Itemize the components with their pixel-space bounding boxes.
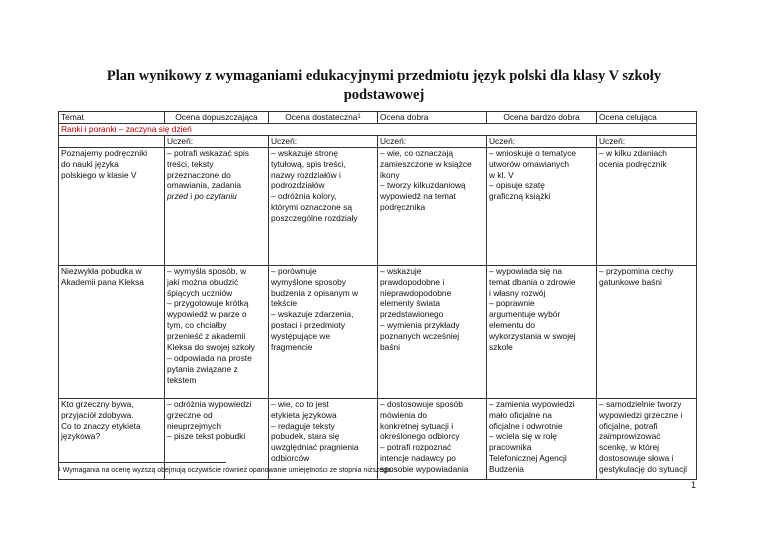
table-row	[59, 265, 697, 398]
cell-line: baśni	[380, 342, 401, 353]
cell-line: – wie, co to jest	[271, 398, 329, 409]
cell-line: przyjaciół zdobywa.	[61, 409, 134, 420]
cell-line: – wymyśla sposób, w	[167, 265, 247, 276]
cell-line: nazwy rozdziałów i	[271, 169, 341, 180]
cell-line: wypowiedzi grzeczne i	[599, 409, 683, 420]
cell-line: w kl. V	[489, 169, 514, 180]
cell-line: Kleksa do swojej szkoły	[167, 342, 255, 353]
cell-line: – wciela się w rolę	[489, 431, 557, 442]
cell-celujaca	[597, 265, 697, 398]
cell-line: podręcznika	[380, 202, 426, 213]
table-row	[59, 147, 697, 265]
cell-line: – zamienia wypowiedzi	[489, 398, 575, 409]
cell-line-part: i	[187, 191, 195, 202]
cell-line: Niezwykła pobudka w	[61, 265, 142, 276]
cell-line	[167, 191, 266, 202]
footnote-separator	[58, 462, 226, 463]
footnote-marker: 1	[58, 467, 61, 473]
cell-dostateczna	[269, 265, 378, 398]
cell-line: pracownika	[489, 442, 532, 453]
title-line-1: Plan wynikowy z wymaganiami edukacyjnymi przedmiotu język polski dla klasy V szkoły	[106, 68, 662, 84]
cell-dostateczna	[269, 147, 378, 265]
cell-line: oficjalne i odwrotnie	[489, 420, 563, 431]
cell-line: – wie, co oznaczają	[380, 147, 454, 158]
cell-line: wypowiedź na temat	[380, 191, 456, 202]
header-ocena-dopuszczajaca: Ocena dopuszczająca	[165, 112, 269, 124]
cell-line: polskiego w klasie V	[61, 169, 137, 180]
cell-line: – wymienia przykłady	[380, 320, 460, 331]
cell-line: tekście	[271, 298, 298, 309]
cell-line: występujące we	[271, 331, 331, 342]
cell-line: którymi oznaczone są	[271, 202, 352, 213]
cell-line: intencje nadawcy po	[380, 453, 456, 464]
cell-line: – odróżnia wypowiedzi	[167, 398, 252, 409]
cell-line: pytania związane z	[167, 363, 238, 374]
cell-dopuszczajaca	[165, 147, 269, 265]
cell-line: ikony	[380, 169, 400, 180]
footnote-reference: 1	[357, 114, 361, 120]
cell-line: scenkę, w której	[599, 442, 660, 453]
cell-line: tytułową, spis treści,	[271, 158, 346, 169]
table-header-row	[59, 112, 697, 124]
cell-dobra	[378, 265, 487, 398]
cell-line: i własny rozwój	[489, 287, 546, 298]
cell-dobra	[378, 398, 487, 479]
footnote	[58, 466, 393, 475]
cell-bardzo-dobra	[487, 265, 597, 398]
cell-line: fragmencie	[271, 342, 313, 353]
cell-line: prawdopodobne i	[380, 276, 445, 287]
cell-line: – wskazuje zdarzenia,	[271, 309, 354, 320]
header-ocena-dostateczna-label: Ocena dostateczna	[285, 112, 358, 122]
cell-line: – odróżnia kolory,	[271, 191, 337, 202]
section-title: Ranki i poranki – zaczyna się dzień	[59, 123, 697, 135]
cell-line: śpiących uczniów	[167, 287, 233, 298]
uczen-row	[59, 135, 697, 147]
cell-line: Poznajemy podręczniki	[61, 147, 148, 158]
cell-line: oficjalne, potrafi	[599, 420, 658, 431]
cell-line: – w kilku zdaniach	[599, 147, 667, 158]
cell-line: sposobie wypowiadania	[380, 464, 469, 475]
cell-line: elementu do	[489, 320, 536, 331]
cell-line: – wskazuje	[380, 265, 422, 276]
page-number: 1	[690, 480, 696, 490]
cell-line: – poprawnie	[489, 298, 535, 309]
cell-line: grzeczne od	[167, 409, 213, 420]
cell-line: gestykulację do sytuacji	[599, 464, 687, 475]
cell-line: ocenia podręcznik	[599, 158, 667, 169]
header-ocena-dostateczna	[269, 112, 378, 124]
cell-line: tekstem	[167, 374, 197, 385]
cell-line: podrozdziałów	[271, 180, 325, 191]
cell-line: określonego odbiorcy	[380, 431, 460, 442]
cell-line: nieuprzejmych	[167, 420, 221, 431]
cell-line: – odpowiada na proste	[167, 352, 252, 363]
uczen-label: Uczeń:	[487, 135, 597, 147]
cell-line: Telefonicznej Agencji	[489, 453, 567, 464]
cell-line: – wnioskuje o tematyce	[489, 147, 577, 158]
cell-line: – przypomina cechy	[599, 265, 674, 276]
cell-line: uwzględniać pragnienia	[271, 442, 359, 453]
cell-line: przeznaczone do	[167, 169, 231, 180]
uczen-label: Uczeń:	[378, 135, 487, 147]
cell-line: pobudek, stara się	[271, 431, 340, 442]
cell-line: Budzenia	[489, 464, 524, 475]
cell-line: omawiania, zadania	[167, 180, 242, 191]
header-ocena-bardzo-dobra: Ocena bardzo dobra	[487, 112, 597, 124]
cell-line: gatunkowe baśni	[599, 276, 662, 287]
cell-line: – opisuje szatę	[489, 180, 545, 191]
cell-line-part: przed	[167, 191, 188, 202]
cell-celujaca	[597, 398, 697, 479]
cell-line: – tworzy kilkuzdaniową	[380, 180, 466, 191]
cell-line: Kto grzeczny bywa,	[61, 398, 134, 409]
header-ocena-celujaca: Ocena celująca	[597, 112, 697, 124]
cell-line: poznanych wcześniej	[380, 331, 460, 342]
cell-line: – potrafi wskazać spis	[167, 147, 249, 158]
cell-line: nieprawdopodobne	[380, 287, 452, 298]
cell-line: jaki można obudzić	[167, 276, 239, 287]
cell-line: – wskazuje stronę	[271, 147, 339, 158]
cell-line: – samodzielnie tworzy	[599, 398, 682, 409]
cell-line: wypowiedź w parze o	[167, 309, 247, 320]
cell-line: przedstawionego	[380, 309, 444, 320]
cell-line: treści, teksty	[167, 158, 214, 169]
cell-line: konkretnej sytuacji i	[380, 420, 454, 431]
cell-line: wymyślone sposoby	[271, 276, 346, 287]
cell-line: zamieszczone w książce	[380, 158, 472, 169]
cell-line-part: po czytaniu	[194, 191, 237, 202]
cell-line: do nauki języka	[61, 158, 119, 169]
title-line-2: podstawowej	[343, 87, 425, 103]
header-temat: Temat	[59, 112, 165, 124]
cell-line: utworów omawianych	[489, 158, 570, 169]
header-ocena-dobra: Ocena dobra	[378, 112, 487, 124]
cell-line: graficzną książki	[489, 191, 551, 202]
cell-line: Akademii pana Kleksa	[61, 276, 144, 287]
cell-line: postaci i przedmioty	[271, 320, 346, 331]
cell-line: szkole	[489, 342, 513, 353]
cell-line: Co to znaczy etykieta	[61, 420, 141, 431]
cell-line: odbiorców	[271, 453, 310, 464]
uczen-label: Uczeń:	[269, 135, 378, 147]
cell-line: tym, co chciałby	[167, 320, 227, 331]
cell-dobra	[378, 147, 487, 265]
requirements-table	[58, 111, 697, 480]
cell-line: – porównuje	[271, 265, 317, 276]
cell-line: etykieta językowa	[271, 409, 337, 420]
cell-line: poszczególne rozdziały	[271, 213, 358, 224]
cell-bardzo-dobra	[487, 147, 597, 265]
document-title	[0, 67, 768, 105]
cell-line: mówienia do	[380, 409, 428, 420]
cell-line: – wypowiada się na	[489, 265, 563, 276]
cell-line: mało oficjalne na	[489, 409, 552, 420]
cell-line: elementy świata	[380, 298, 441, 309]
cell-temat	[59, 265, 165, 398]
uczen-label: Uczeń:	[165, 135, 269, 147]
uczen-label: Uczeń:	[597, 135, 697, 147]
cell-line: argumentuje wybór	[489, 309, 561, 320]
cell-line: budzenia z opisanym w	[271, 287, 359, 298]
cell-line: – redaguje teksty	[271, 420, 335, 431]
cell-line: językowa?	[61, 431, 101, 442]
cell-line: przenieść z akademii	[167, 331, 246, 342]
cell-line: temat dbania o zdrowie	[489, 276, 576, 287]
cell-dopuszczajaca	[165, 265, 269, 398]
cell-line: – pisze tekst pobudki	[167, 431, 246, 442]
cell-line: wykorzystania w swojej	[489, 331, 576, 342]
footnote-text: Wymagania na ocenę wyższą obejmują oczywiście również opanowanie umiejętności ze stopnia niższego.	[62, 467, 394, 474]
cell-temat	[59, 147, 165, 265]
cell-line: dostosowuje słowa i	[599, 453, 674, 464]
uczen-empty-cell	[59, 135, 165, 147]
section-row	[59, 123, 697, 135]
cell-line: – dostosowuje sposób	[380, 398, 463, 409]
cell-celujaca	[597, 147, 697, 265]
cell-line: – potrafi rozpoznać	[380, 442, 452, 453]
cell-line: – przygotowuje krótką	[167, 298, 249, 309]
cell-line: zaimprowizować	[599, 431, 661, 442]
cell-bardzo-dobra	[487, 398, 597, 479]
